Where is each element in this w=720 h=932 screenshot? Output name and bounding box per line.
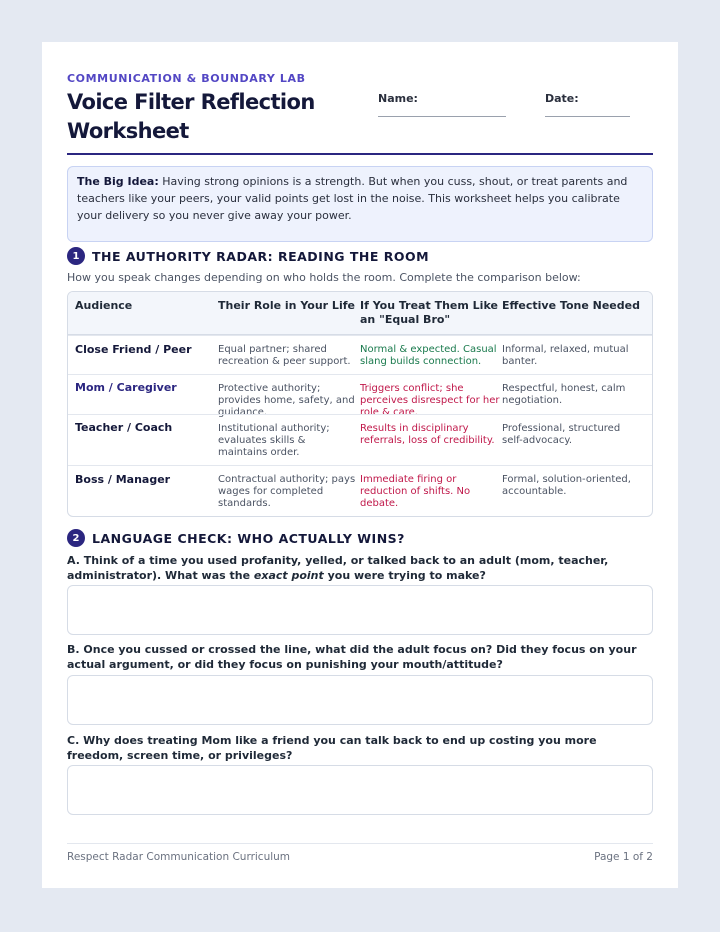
date-line xyxy=(545,116,630,117)
footer-curriculum: Respect Radar Communication Curriculum xyxy=(67,851,291,863)
question-a-emphasis: exact point xyxy=(253,569,324,582)
audience-cell: Boss / Manager xyxy=(75,473,171,486)
section-2-heading xyxy=(67,529,405,547)
date-field[interactable] xyxy=(545,92,579,105)
question-c: C. Why does treating Mom like a friend you can talk back to end up costing you more freedom, screen time, or privileges? xyxy=(67,734,597,762)
page-title: Voice Filter Reflection Worksheet xyxy=(67,90,315,143)
section-2-title: LANGUAGE CHECK: WHO ACTUALLY WINS? xyxy=(92,530,405,546)
big-idea-box xyxy=(67,166,653,242)
column-header: Audience xyxy=(75,299,133,312)
table-row xyxy=(68,414,652,465)
question-a-text: A. Think of a time you used profanity, yelled, or talked back to an adult (mom, teacher, administrator). What was the xyxy=(67,554,609,582)
answer-box-c[interactable] xyxy=(67,765,653,815)
table-header-row xyxy=(68,292,652,335)
name-line xyxy=(378,116,506,117)
treat-cell: Triggers conflict; she perceives disrespect for her role & care. xyxy=(360,383,500,418)
question-a-text-end: you were trying to make? xyxy=(323,569,486,582)
column-header: Effective Tone Needed xyxy=(502,299,640,312)
tone-cell: Formal, solution-oriented, accountable. xyxy=(502,474,631,497)
worksheet-page xyxy=(42,42,678,888)
tone-cell: Informal, relaxed, mutual banter. xyxy=(502,344,629,367)
tone-cell: Professional, structured self-advocacy. xyxy=(502,423,621,446)
authority-table xyxy=(67,291,653,517)
footer-page-number: Page 1 of 2 xyxy=(594,851,653,863)
name-field[interactable] xyxy=(378,92,418,105)
tone-cell: Respectful, honest, calm negotiation. xyxy=(502,383,626,406)
footer-divider xyxy=(67,843,653,844)
table-row xyxy=(68,374,652,418)
section-1-subtitle: How you speak changes depending on who holds the room. Complete the comparison below: xyxy=(67,271,581,284)
section-2-number: 2 xyxy=(67,529,85,547)
name-label: Name: xyxy=(378,92,418,105)
lab-label: COMMUNICATION & BOUNDARY LAB xyxy=(67,72,306,85)
role-cell: Contractual authority; pays wages for completed standards. xyxy=(218,474,356,509)
date-label: Date: xyxy=(545,92,579,105)
answer-box-a[interactable] xyxy=(67,585,653,635)
treat-cell: Normal & expected. Casual slang builds connection. xyxy=(360,344,497,367)
big-idea-text: Having strong opinions is a strength. But when you cuss, shout, or treat parents and teachers like your peers, your valid points get lost in the noise. This worksheet helps you calibrate your delivery so you never give away your power. xyxy=(77,175,628,222)
question-b: B. Once you cussed or crossed the line, what did the adult focus on? Did they focus on your actual argument, or did they focus on punishing your mouth/attitude? xyxy=(67,643,637,671)
audience-cell: Mom / Caregiver xyxy=(75,381,177,394)
question-a xyxy=(67,553,653,583)
column-header: Their Role in Your Life xyxy=(218,299,355,312)
section-1-heading xyxy=(67,247,429,265)
big-idea-label: The Big Idea: xyxy=(77,175,159,188)
header-divider xyxy=(67,153,653,155)
table-row xyxy=(68,335,652,374)
audience-cell: Close Friend / Peer xyxy=(75,343,192,356)
role-cell: Protective authority; provides home, safety, and guidance. xyxy=(218,383,355,418)
role-cell: Institutional authority; evaluates skills & maintains order. xyxy=(218,423,330,458)
table-row xyxy=(68,465,652,517)
role-cell: Equal partner; shared recreation & peer support. xyxy=(218,344,351,367)
audience-cell: Teacher / Coach xyxy=(75,421,173,434)
section-1-number: 1 xyxy=(67,247,85,265)
column-header: If You Treat Them Like an "Equal Bro" xyxy=(360,299,498,326)
treat-cell: Results in disciplinary referrals, loss of credibility. xyxy=(360,423,495,446)
answer-box-b[interactable] xyxy=(67,675,653,725)
treat-cell: Immediate firing or reduction of shifts. No debate. xyxy=(360,474,471,509)
section-1-title: THE AUTHORITY RADAR: READING THE ROOM xyxy=(92,248,430,264)
